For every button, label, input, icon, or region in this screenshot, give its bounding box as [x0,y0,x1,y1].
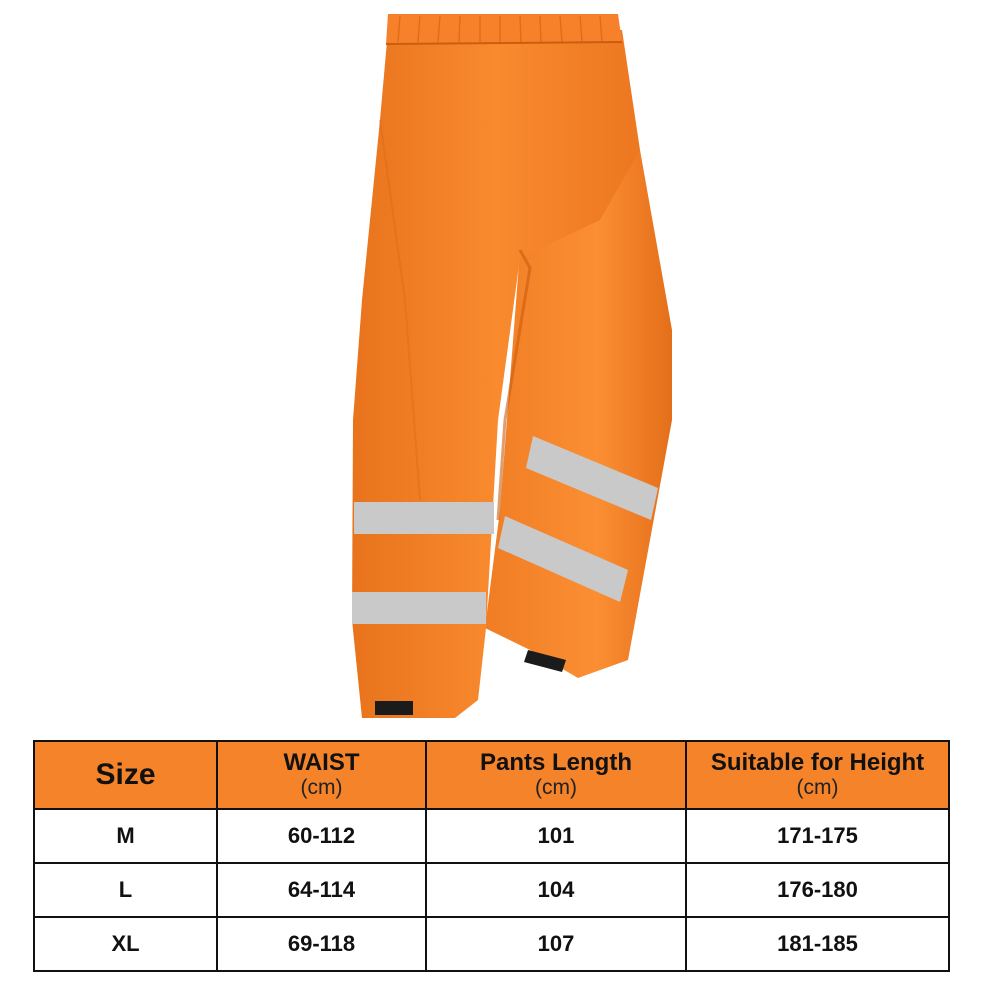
header-waist-label: WAIST [283,749,360,776]
cell-size: XL [34,917,217,971]
cell-size: L [34,863,217,917]
header-row [34,741,949,809]
cell-height: 176-180 [686,863,949,917]
cell-size: M [34,809,217,863]
header-length-label: Pants Length [479,749,632,776]
header-waist-unit: (cm) [300,776,343,799]
header-waist [217,741,426,809]
table-row [34,809,949,863]
cell-waist: 69-118 [217,917,426,971]
header-length-unit: (cm) [535,776,577,799]
hem-tab [375,701,413,715]
cell-length: 101 [426,809,686,863]
elastic-waistband [386,14,622,44]
reflective-band [354,502,494,534]
header-pants-length [426,741,686,809]
header-size-label: Size [95,758,156,791]
header-height-unit: (cm) [796,776,839,799]
header-size [34,741,217,809]
header-suitable-height [686,741,949,809]
table-row [34,917,949,971]
cell-waist: 64-114 [217,863,426,917]
reflective-band [352,592,486,624]
header-height-label: Suitable for Height [710,749,925,776]
size-chart-table [33,740,950,972]
cell-length: 104 [426,863,686,917]
cell-height: 171-175 [686,809,949,863]
table-row [34,863,949,917]
cell-length: 107 [426,917,686,971]
cell-height: 181-185 [686,917,949,971]
cell-waist: 60-112 [217,809,426,863]
